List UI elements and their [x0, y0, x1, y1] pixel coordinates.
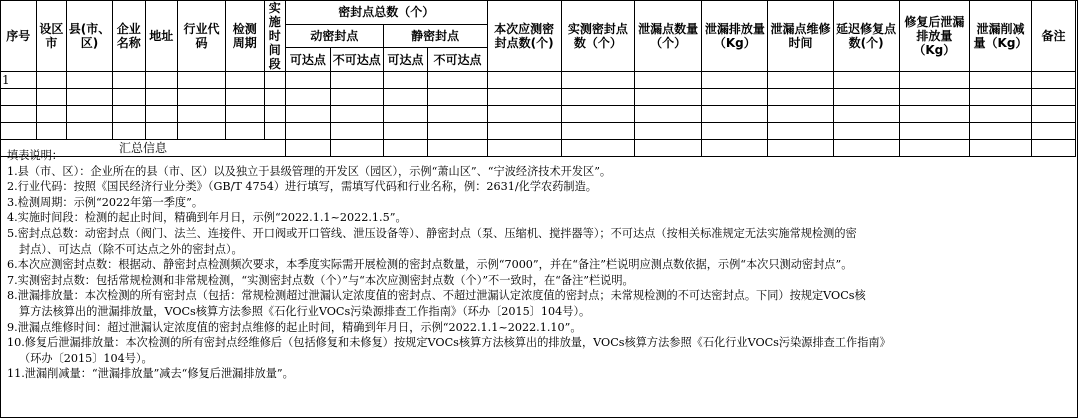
header-remark: 备注 [1032, 1, 1076, 72]
header-leak-emission: 泄漏排放量（Kg） [702, 1, 768, 72]
table-row [1, 123, 1076, 140]
header-static-unreachable: 不可达点 [428, 48, 487, 72]
header-company: 企业名称 [112, 1, 145, 72]
instructions-title: 填表说明： [7, 149, 63, 162]
header-industry-code: 行业代码 [178, 1, 226, 72]
note-7: 7.实测密封点数：包括常规检测和非常规检测，“实测密封点数（个）”与“本次应测密封点数（个）”不一致时，在“备注”栏说明。 [7, 273, 634, 287]
header-city: 设区市 [36, 1, 67, 72]
note-1: 1.县（市、区）：企业所在的县（市、区）以及独立于县级管理的开发区（园区），示例“萧山区”、“宁波经济技术开发区”。 [7, 164, 612, 178]
note-9: 9.泄漏点维修时间：超过泄漏认定浓度值的密封点维修的起止时间，精确到年月日，示例“2022.1.1~2022.1.10”。 [7, 320, 582, 334]
table-row [1, 106, 1076, 123]
note-2: 2.行业代码：按照《国民经济行业分类》（GB/T 4754）进行填写，需填写代码和行业名称，例：2631/化学农药制造。 [7, 180, 597, 194]
header-static: 静密封点 [383, 24, 487, 48]
note-3: 3.检测周期：示例“2022年第一季度”。 [7, 195, 204, 209]
header-actual: 实测密封点数（个） [561, 1, 634, 72]
header-dynamic-reachable: 可达点 [285, 48, 330, 72]
header-address: 地址 [145, 1, 178, 72]
header-repair-time: 泄漏点维修时间 [768, 1, 833, 72]
header-delayed: 延迟修复点数(个) [833, 1, 899, 72]
note-5: 5.密封点总数：动密封点（阀门、法兰、连接件、开口阀或开口管线、泄压设备等）、静密封点（泵、压缩机、搅拌器等）；不可达点（按相关标准规定无法实施常规检测的密 [7, 226, 857, 240]
seal-leak-table [0, 0, 1076, 157]
note-10: 10.修复后泄漏排放量：本次检测的所有密封点经维修后（包括修复和未修复）按规定VOCs核算方法核算出的排放量，VOCs核算方法参照《石化行业VOCs污染源排查工作指南》 [7, 336, 891, 350]
header-reduction: 泄漏削减量（Kg） [969, 1, 1031, 72]
fill-instructions [7, 148, 1071, 382]
header-county: 县(市、区) [67, 1, 113, 72]
header-dynamic-unreachable: 不可达点 [330, 48, 383, 72]
note-11: 11.泄漏削减量：“泄漏排放量”减去“修复后泄漏排放量”。 [7, 367, 294, 381]
table-row [1, 72, 1076, 89]
header-period: 检测周期 [225, 1, 264, 72]
header-dynamic: 动密封点 [285, 24, 383, 48]
header-after-repair: 修复后泄漏排放量（Kg） [899, 1, 969, 72]
summary-label: 汇总信息 [1, 140, 286, 157]
header-seal-total: 密封点总数（个） [285, 1, 487, 25]
note-8: 8.泄漏排放量：本次检测的所有密封点（包括：常规检测超过泄漏认定浓度值的密封点、不超过泄漏认定浓度值的密封点；未常规检测的不可达密封点。下同）按规定VOCs核 [7, 289, 866, 303]
table-row [1, 89, 1076, 106]
note-6: 6.本次应测密封点数：根据动、静密封点检测频次要求，本季度实际需开展检测的密封点数量，示例“7000”，并在“备注”栏说明应测点数依据，示例“本次只测动密封点”。 [7, 258, 853, 272]
note-8-continued: 算方法核算出的泄漏排放量，VOCs核算方法参照《石化行业VOCs污染源排查工作指南》（环办〔2015〕104号）。 [19, 304, 591, 318]
note-4: 4.实施时间段：检测的起止时间，精确到年月日，示例“2022.1.1~2022.1.5”。 [7, 211, 407, 225]
header-leak-count: 泄漏点数量（个） [635, 1, 702, 72]
header-current-should: 本次应测密封点数(个) [487, 1, 561, 72]
header-static-reachable: 可达点 [383, 48, 428, 72]
header-impl-time: 实施时间段 [264, 1, 285, 72]
note-10-continued: （环办〔2015〕104号）。 [19, 351, 153, 365]
note-5-continued: 封点）、可达点（除不可达点之外的密封点）。 [19, 242, 243, 256]
row-number: 1 [1, 72, 37, 89]
header-seq: 序号 [1, 1, 37, 72]
